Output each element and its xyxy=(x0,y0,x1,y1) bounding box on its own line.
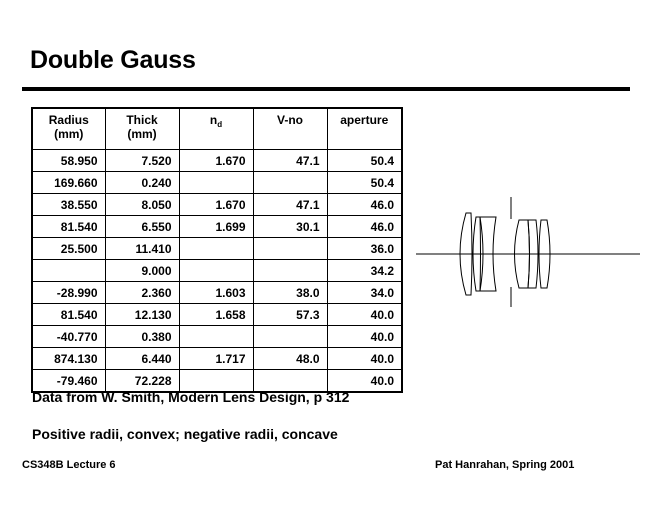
lens-table-body xyxy=(32,150,402,393)
cell-thick: 11.410 xyxy=(105,238,179,260)
cell-thick: 6.440 xyxy=(105,348,179,370)
cell-nd xyxy=(179,172,253,194)
cell-nd: 1.603 xyxy=(179,282,253,304)
cell-radius xyxy=(32,260,105,282)
table-row xyxy=(32,150,402,172)
cell-thick: 8.050 xyxy=(105,194,179,216)
footer-course: CS348B Lecture 6 xyxy=(22,459,116,471)
table-row xyxy=(32,216,402,238)
cell-radius: 169.660 xyxy=(32,172,105,194)
cell-vno xyxy=(253,172,327,194)
cell-thick: 7.520 xyxy=(105,150,179,172)
header-radius-unit: (mm) xyxy=(54,127,84,141)
cell-aperture: 46.0 xyxy=(327,216,402,238)
table-row xyxy=(32,172,402,194)
cell-thick: 2.360 xyxy=(105,282,179,304)
cell-nd xyxy=(179,326,253,348)
header-aperture: aperture xyxy=(327,108,402,150)
cell-radius: 81.540 xyxy=(32,304,105,326)
header-nd-base: n xyxy=(209,113,218,127)
header-nd xyxy=(179,108,253,150)
source-note: Data from W. Smith, Modern Lens Design, p 312 xyxy=(32,389,350,405)
cell-vno xyxy=(253,238,327,260)
cell-vno: 57.3 xyxy=(253,304,327,326)
cell-radius: 58.950 xyxy=(32,150,105,172)
cell-vno: 48.0 xyxy=(253,348,327,370)
header-thick-label: Thick xyxy=(126,113,158,127)
sign-convention-note: Positive radii, convex; negative radii, concave xyxy=(32,426,338,442)
cell-aperture: 40.0 xyxy=(327,370,402,393)
cell-thick: 12.130 xyxy=(105,304,179,326)
header-thick-unit: (mm) xyxy=(127,127,157,141)
table-row xyxy=(32,304,402,326)
cell-thick: 0.240 xyxy=(105,172,179,194)
cell-aperture: 36.0 xyxy=(327,238,402,260)
table-row xyxy=(32,282,402,304)
cell-aperture: 50.4 xyxy=(327,150,402,172)
header-nd-subscript: d xyxy=(217,120,223,129)
cell-radius: 38.550 xyxy=(32,194,105,216)
cell-aperture: 40.0 xyxy=(327,304,402,326)
cell-nd: 1.717 xyxy=(179,348,253,370)
cell-nd xyxy=(179,238,253,260)
cell-thick: 0.380 xyxy=(105,326,179,348)
title-rule xyxy=(22,87,630,91)
cell-aperture: 40.0 xyxy=(327,326,402,348)
cell-nd: 1.670 xyxy=(179,150,253,172)
table-header-row xyxy=(32,108,402,150)
cell-thick: 9.000 xyxy=(105,260,179,282)
cell-radius: -28.990 xyxy=(32,282,105,304)
header-vno: V-no xyxy=(253,108,327,150)
table-row xyxy=(32,260,402,282)
header-thick xyxy=(105,108,179,150)
cell-aperture: 34.2 xyxy=(327,260,402,282)
header-radius-label: Radius xyxy=(48,113,89,127)
cell-radius: 25.500 xyxy=(32,238,105,260)
cell-thick: 6.550 xyxy=(105,216,179,238)
cell-radius: -79.460 xyxy=(32,370,105,393)
table-row xyxy=(32,326,402,348)
cell-thick: 72.228 xyxy=(105,370,179,393)
cell-vno: 47.1 xyxy=(253,150,327,172)
cell-nd: 1.699 xyxy=(179,216,253,238)
cell-aperture: 34.0 xyxy=(327,282,402,304)
cell-nd: 1.670 xyxy=(179,194,253,216)
cell-nd: 1.658 xyxy=(179,304,253,326)
cell-nd xyxy=(179,260,253,282)
table-row xyxy=(32,238,402,260)
cell-aperture: 40.0 xyxy=(327,348,402,370)
cell-vno: 47.1 xyxy=(253,194,327,216)
slide-title: Double Gauss xyxy=(30,46,196,74)
header-radius xyxy=(32,108,105,150)
cell-aperture: 50.4 xyxy=(327,172,402,194)
table-row xyxy=(32,348,402,370)
double-gauss-lens-diagram xyxy=(414,195,642,310)
cell-vno: 38.0 xyxy=(253,282,327,304)
cell-radius: 874.130 xyxy=(32,348,105,370)
cell-radius: -40.770 xyxy=(32,326,105,348)
cell-vno xyxy=(253,260,327,282)
table-row xyxy=(32,194,402,216)
cell-aperture: 46.0 xyxy=(327,194,402,216)
cell-vno xyxy=(253,326,327,348)
lens-prescription-table xyxy=(31,107,403,393)
cell-radius: 81.540 xyxy=(32,216,105,238)
cell-vno: 30.1 xyxy=(253,216,327,238)
footer-author: Pat Hanrahan, Spring 2001 xyxy=(435,459,575,471)
